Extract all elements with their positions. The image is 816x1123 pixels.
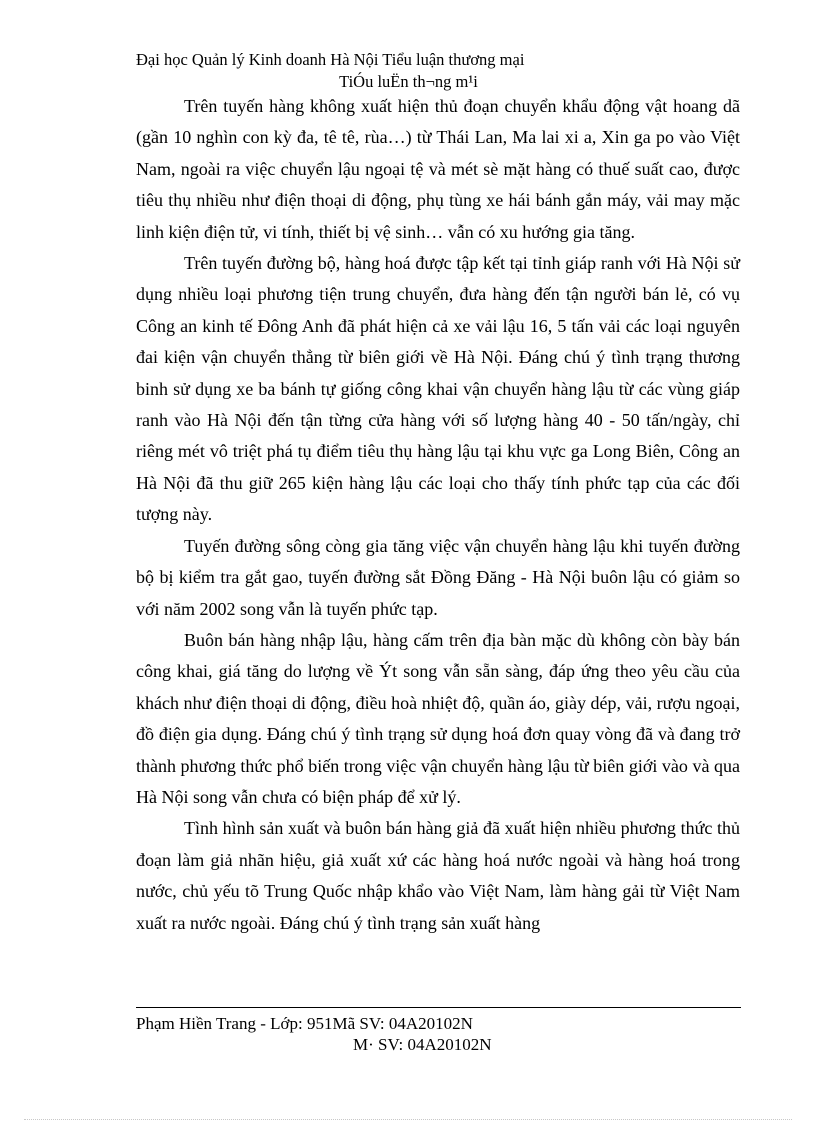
paragraph: Buôn bán hàng nhập lậu, hàng cấm trên địa bàn mặc dù không còn bày bán công khai, giá tăng do lượng về Ýt song vẫn sẵn sàng, đáp ứng theo yêu cầu của khách như điện thoại di động, điều hoà nhiệt độ, quần áo, giày dép, vải, rượu ngoại, đồ điện gia dụng. Đáng chú ý tình trạng sử dụng hoá đơn quay vòng đã và đang trở thành phương thức phổ biến trong việc vận chuyển hàng lậu từ biên giới vào và qua Hà Nội song vẫn chưa có biện pháp để xử lý.	[136, 629, 740, 807]
paragraph: Trên tuyến đường bộ, hàng hoá được tập kết tại tỉnh giáp ranh với Hà Nội sử dụng nhiều loại phương tiện trung chuyển, đưa hàng đến tận người bán lẻ, có vụ Công an kinh tế Đông Anh đã phát hiện cả xe vải lậu 16, 5 tấn vải các loại nguyên đai kiện vận chuyển thẳng từ biên giới về Hà Nội. Đáng chú ý tình trạng thương binh sử dụng xe ba bánh tự giống công khai vận chuyển hàng lậu từ các vùng giáp ranh vào Hà Nội đến tận từng cửa hàng với số lượng hàng 40 - 50 tấn/ngày, chỉ riêng mét vô triệt phá tụ điểm tiêu thụ hàng lậu tại khu vực ga Long Biên, Công an Hà Nội đã thu giữ 265 kiện hàng lậu các loại cho thấy tính phức tạp của các đối tượng này.	[136, 253, 740, 525]
running-header: Đại học Quản lý Kinh doanh Hà Nội Tiểu luận thương mại	[136, 50, 525, 69]
paragraph: Trên tuyến hàng không xuất hiện thủ đoạn chuyển khẩu động vật hoang dã (gần 10 nghìn con kỳ đa, tê tê, rùa…) từ Thái Lan, Ma lai xi a, Xin ga po vào Việt Nam, ngoài ra việc chuyển lậu ngoại tệ và mét sè mặt hàng có thuế suất cao, được tiêu thụ nhiều như điện thoại di động, phụ tùng xe hái bánh gắn máy, vải may mặc linh kiện điện tử, vi tính, thiết bị vệ sinh… vẫn có xu hướng gia tăng.	[136, 96, 740, 242]
paragraph: Tuyến đường sông còng gia tăng việc vận chuyển hàng lậu khi tuyến đường bộ bị kiểm tra gắt gao, tuyến đường sắt Đồng Đăng - Hà Nội buôn lậu có giảm so với năm 2002 song vẫn là tuyến phức tạp.	[136, 535, 740, 619]
page-edge	[24, 1119, 792, 1120]
footer-divider	[136, 1007, 741, 1008]
footer-author: Phạm Hiền Trang - Lớp: 951Mã SV: 04A20102N	[136, 1014, 473, 1033]
paragraph: Tình hình sản xuất và buôn bán hàng giả đã xuất hiện nhiều phương thức thủ đoạn làm giả nhãn hiệu, giả xuất xứ các hàng hoá nước ngoài và hàng hoá trong nước, chủ yếu tõ Trung Quốc nhập khẩo vào Việt Nam, làm hàng gải từ Việt Nam xuất ra nước ngoài. Đáng chú ý tình trạng sản xuất hàng	[136, 818, 740, 933]
body-text	[136, 91, 740, 939]
footer-student-id: M· SV: 04A20102N	[353, 1035, 492, 1054]
running-header-garbled: TiÓu luËn th¬ng m¹i	[339, 72, 478, 91]
